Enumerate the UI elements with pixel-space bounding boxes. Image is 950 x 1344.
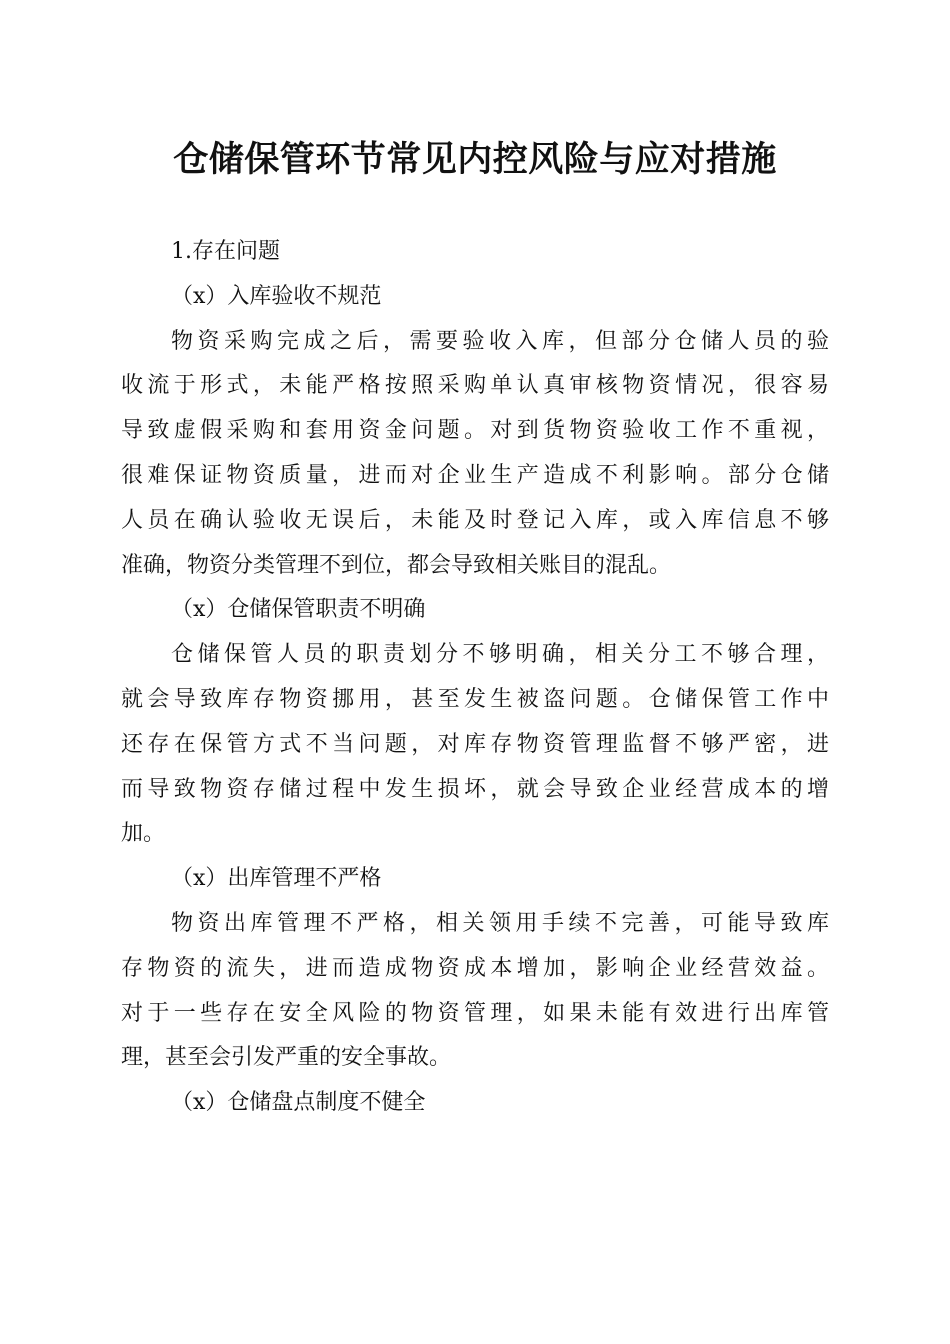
document-body	[121, 230, 829, 1126]
paragraph-line: 导致虚假采购和套用资金问题。对到货物资验收工作不重视，	[121, 418, 829, 444]
paragraph-line: 还存在保管方式不当问题，对库存物资管理监督不够严密，进	[121, 731, 829, 757]
paragraph-line: 准确，物资分类管理不到位，都会导致相关账目的混乱。	[121, 552, 672, 578]
subsection-heading: （x）入库验收不规范	[171, 283, 382, 309]
subsection-heading: （x）仓储保管职责不明确	[171, 597, 426, 623]
paragraph-line: 很难保证物资质量，进而对企业生产造成不利影响。部分仓储	[121, 462, 829, 488]
paragraph-line: 收流于形式，未能严格按照采购单认真审核物资情况，很容易	[121, 373, 829, 399]
paragraph-line: 人员在确认验收无误后，未能及时登记入库，或入库信息不够	[121, 507, 829, 533]
document-title: 仓储保管环节常见内控风险与应对措施	[173, 139, 777, 180]
paragraph-line: 就会导致库存物资挪用，甚至发生被盗问题。仓储保管工作中	[121, 686, 829, 712]
paragraph-line: 加。	[121, 821, 166, 847]
paragraph-line: 而导致物资存储过程中发生损坏，就会导致企业经营成本的增	[121, 776, 829, 802]
paragraph-line: 存物资的流失，进而造成物资成本增加，影响企业经营效益。	[121, 955, 829, 981]
paragraph-line: 物资出库管理不严格，相关领用手续不完善，可能导致库	[171, 910, 829, 936]
paragraph-line: 物资采购完成之后，需要验收入库，但部分仓储人员的验	[171, 328, 829, 354]
paragraph-line: 仓储保管人员的职责划分不够明确，相关分工不够合理，	[171, 642, 829, 668]
subsection-heading: （x）出库管理不严格	[171, 866, 382, 892]
paragraph-line: 理，甚至会引发严重的安全事故。	[121, 1045, 452, 1071]
subsection-heading: （x）仓储盘点制度不健全	[171, 1090, 426, 1116]
section-heading: 1.存在问题	[171, 239, 280, 264]
paragraph-line: 对于一些存在安全风险的物资管理，如果未能有效进行出库管	[121, 1000, 829, 1026]
